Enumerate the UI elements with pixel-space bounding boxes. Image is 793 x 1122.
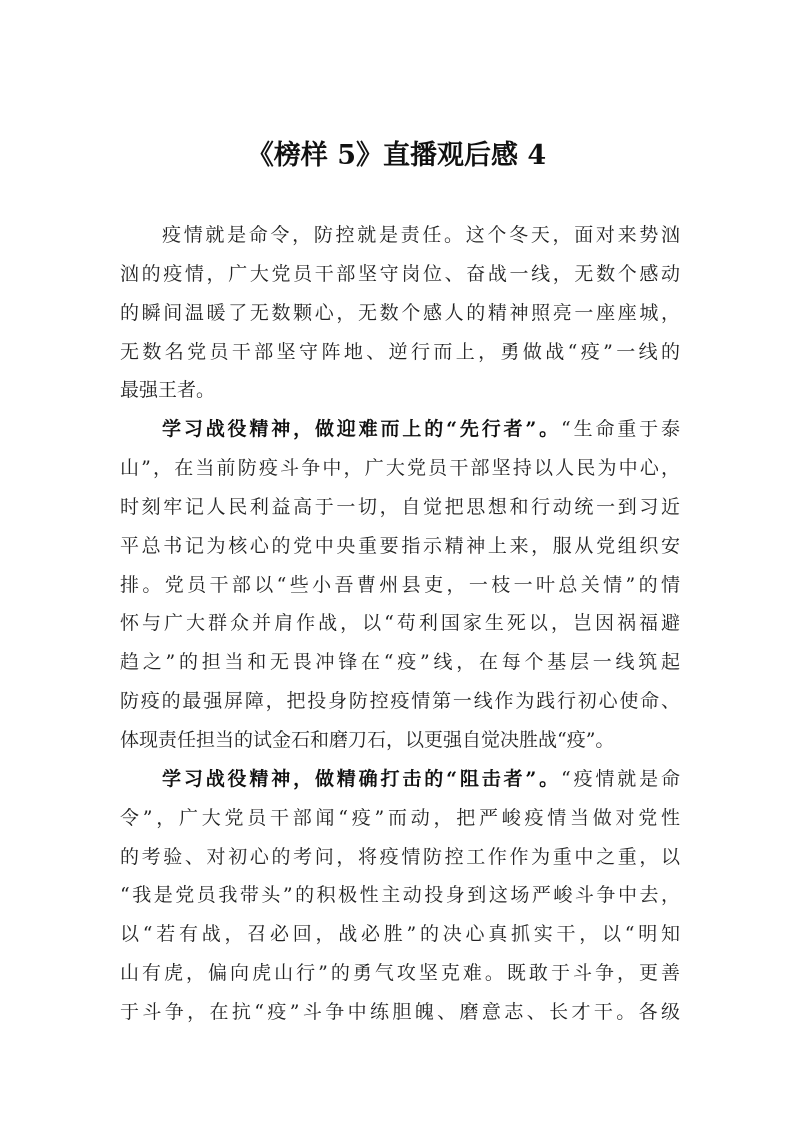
paragraph-3-line-6: 山有虎，偏向虎山行”的勇气攻坚克难。既敢于斗争，更善 — [120, 962, 680, 985]
paragraph-2-line-8: 防疫的最强屏障，把投身防控疫情第一线作为践行初心使命、 — [120, 690, 680, 713]
paragraph-3-line-2: 令”，广大党员干部闻“疫”而动，把严峻疫情当做对党性 — [120, 806, 680, 829]
document-body — [120, 216, 680, 1032]
paragraph-2-lead: 学习战役精神，做迎难而上的“先行者”。 — [162, 418, 562, 441]
paragraph-3-line-1 — [120, 760, 680, 799]
paragraph-2-line-7: 趋之”的担当和无畏冲锋在“疫”线，在每个基层一线筑起 — [120, 651, 680, 674]
paragraph-3-line-3: 的考验、对初心的考问，将疫情防控工作作为重中之重，以 — [120, 845, 680, 868]
paragraph-1-line-5: 最强王者。 — [120, 379, 216, 402]
paragraph-2-line-6: 怀与广大群众并肩作战，以“苟利国家生死以，岂因祸福避 — [120, 612, 680, 635]
paragraph-2-line-2: 山”，在当前防疫斗争中，广大党员干部坚持以人民为中心， — [120, 457, 680, 480]
paragraph-3-line-1-text: “疫情就是命 — [561, 767, 680, 790]
paragraph-3-lead: 学习战役精神，做精确打击的“阻击者”。 — [162, 767, 562, 790]
paragraph-2-line-3: 时刻牢记人民利益高于一切，自觉把思想和行动统一到习近 — [120, 495, 680, 518]
paragraph-2-line-9: 体现责任担当的试金石和磨刀石，以更强自觉决胜战“疫”。 — [120, 728, 615, 751]
paragraph-3-line-7: 于斗争，在抗“疫”斗争中练胆魄、磨意志、长才干。各级 — [120, 1000, 680, 1023]
paragraph-1-line-4: 无数名党员干部坚守阵地、逆行而上，勇做战“疫”一线的 — [120, 340, 680, 363]
paragraph-3-line-5: 以“若有战，召必回，战必胜”的决心真抓实干，以“明知 — [120, 923, 680, 946]
paragraph-2-line-1 — [120, 410, 680, 449]
paragraph-1-line-2: 汹的疫情，广大党员干部坚守岗位、奋战一线，无数个感动 — [120, 262, 680, 285]
paragraph-2-line-5: 排。党员干部以“些小吾曹州县吏，一枝一叶总关情”的情 — [120, 573, 680, 596]
paragraph-1-line-3: 的瞬间温暖了无数颗心，无数个感人的精神照亮一座座城， — [120, 301, 680, 324]
document-title: 《榜样 5》直播观后感 4 — [246, 140, 547, 171]
paragraph-1-line-1: 疫情就是命令，防控就是责任。这个冬天，面对来势汹 — [162, 224, 680, 246]
paragraph-2-line-4: 平总书记为核心的党中央重要指示精神上来，服从党组织安 — [120, 534, 680, 557]
paragraph-2-line-1-text: “生命重于泰 — [561, 418, 680, 441]
paragraph-3-line-4: “我是党员我带头”的积极性主动投身到这场严峻斗争中去， — [120, 884, 680, 907]
